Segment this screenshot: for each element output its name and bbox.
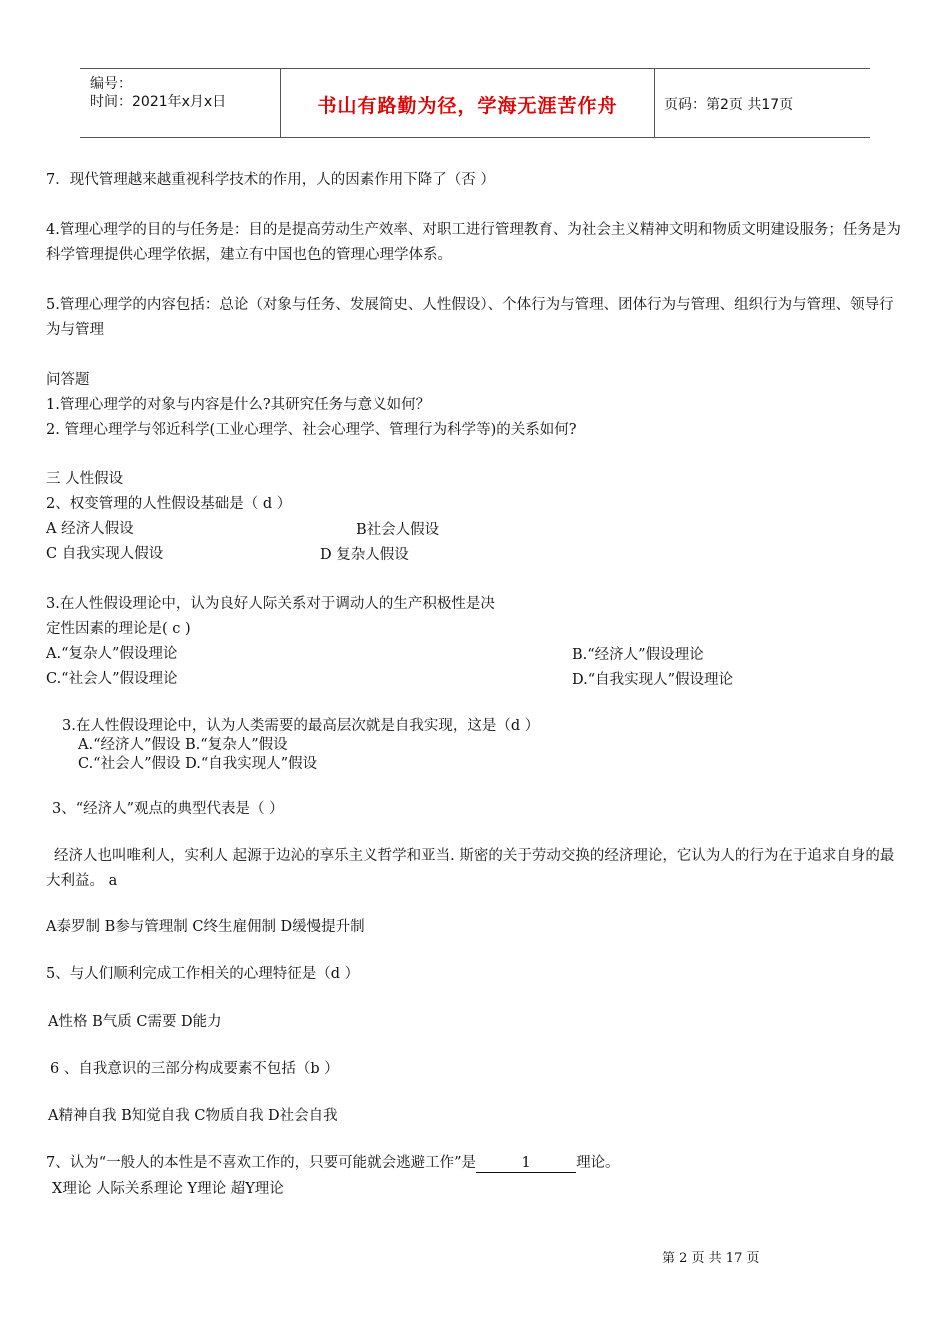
page-footer: 第 2 页 共 17 页	[662, 1251, 760, 1266]
question-line	[46, 1151, 620, 1176]
question-line: 3.在人性假设理论中，认为良好人际关系对于调动人的生产积极性是决	[46, 596, 495, 612]
question-line: 1.管理心理学的对象与内容是什么?其研究任务与意义如何？	[46, 397, 431, 413]
header-left-cell	[80, 69, 280, 137]
option-text: D.“自我实现人”假设理论	[572, 672, 734, 688]
section-heading: 问答题	[46, 372, 90, 388]
question-line: 7．现代管理越来越重视科学技术的作用，人的因素作用下降了（否 ）	[46, 172, 495, 188]
header-table	[80, 68, 870, 138]
question-line: 5、与人们顺利完成工作相关的心理特征是（d ）	[46, 966, 360, 982]
question-text: 理论。	[576, 1155, 620, 1171]
question-text: 7、认为“一般人的本性是不喜欢工作的，只要可能就会逃避工作”是	[46, 1155, 477, 1171]
header-right-cell	[654, 69, 870, 137]
page-info: 页码：第2页 共17页	[664, 97, 794, 113]
header-middle-cell	[280, 69, 655, 137]
option-text: A 经济人假设	[46, 521, 134, 537]
question-line: 2、权变管理的人性假设基础是（ d ）	[46, 496, 292, 512]
question-line: 3.在人性假设理论中，认为人类需要的最高层次就是自我实现，这是（d ）	[62, 718, 540, 734]
option-text: A精神自我 B知觉自我 C物质自我 D社会自我	[48, 1108, 338, 1124]
option-text: X理论 人际关系理论 Y理论 超Y理论	[52, 1181, 284, 1197]
question-line: 3、“经济人”观点的典型代表是（ ）	[52, 801, 284, 817]
option-text: C 自我实现人假设	[46, 546, 164, 562]
question-line: 6 、自我意识的三部分构成要素不包括（b ）	[50, 1061, 339, 1077]
option-text: D 复杂人假设	[320, 547, 409, 563]
answer-paragraph: 4.管理心理学的目的与任务是：目的是提高劳动生产效率、对职工进行管理教育、为社会主义精神文明和物质文明建设服务；任务是为科学管理提供心理学依据，建立有中国也色的管理心理学体系。	[46, 222, 901, 263]
option-text: C.“社会人”假设理论	[46, 671, 178, 687]
answer-paragraph: 经济人也叫唯利人，实利人 起源于边沁的享乐主义哲学和亚当. 斯密的关于劳动交换的经济理论，它认为人的行为在于追求自身的最大利益。 a	[46, 848, 895, 889]
time-label: 时间：2021年x月x日	[90, 94, 227, 110]
question-line: 2. 管理心理学与邻近科学(工业心理学、社会心理学、管理行为科学等)的关系如何?	[46, 422, 577, 438]
answer-paragraph: 5.管理心理学的内容包括：总论（对象与任务、发展简史、人性假设）、个体行为与管理、团体行为与管理、组织行为与管理、领导行为与管理	[46, 297, 894, 338]
section-heading: 三 人性假设	[46, 471, 124, 487]
option-text: A.“复杂人”假设理论	[46, 646, 178, 662]
option-text: A.“经济人”假设 B.“复杂人”假设	[78, 737, 288, 753]
option-text: B.“经济人”假设理论	[572, 647, 704, 663]
question-line: 定性因素的理论是( c )	[46, 621, 191, 637]
option-text: C.“社会人”假设 D.“自我实现人”假设	[78, 756, 318, 772]
option-text: B社会人假设	[356, 522, 440, 538]
motto-text: 书山有路勤为径，学海无涯苦作舟	[317, 95, 618, 117]
option-text: A泰罗制 B参与管理制 C终生雇佣制 D缓慢提升制	[46, 919, 365, 935]
number-label: 编号：	[90, 76, 132, 92]
answer-blank: 1	[476, 1154, 576, 1173]
option-text: A性格 B气质 C需要 D能力	[48, 1014, 222, 1030]
